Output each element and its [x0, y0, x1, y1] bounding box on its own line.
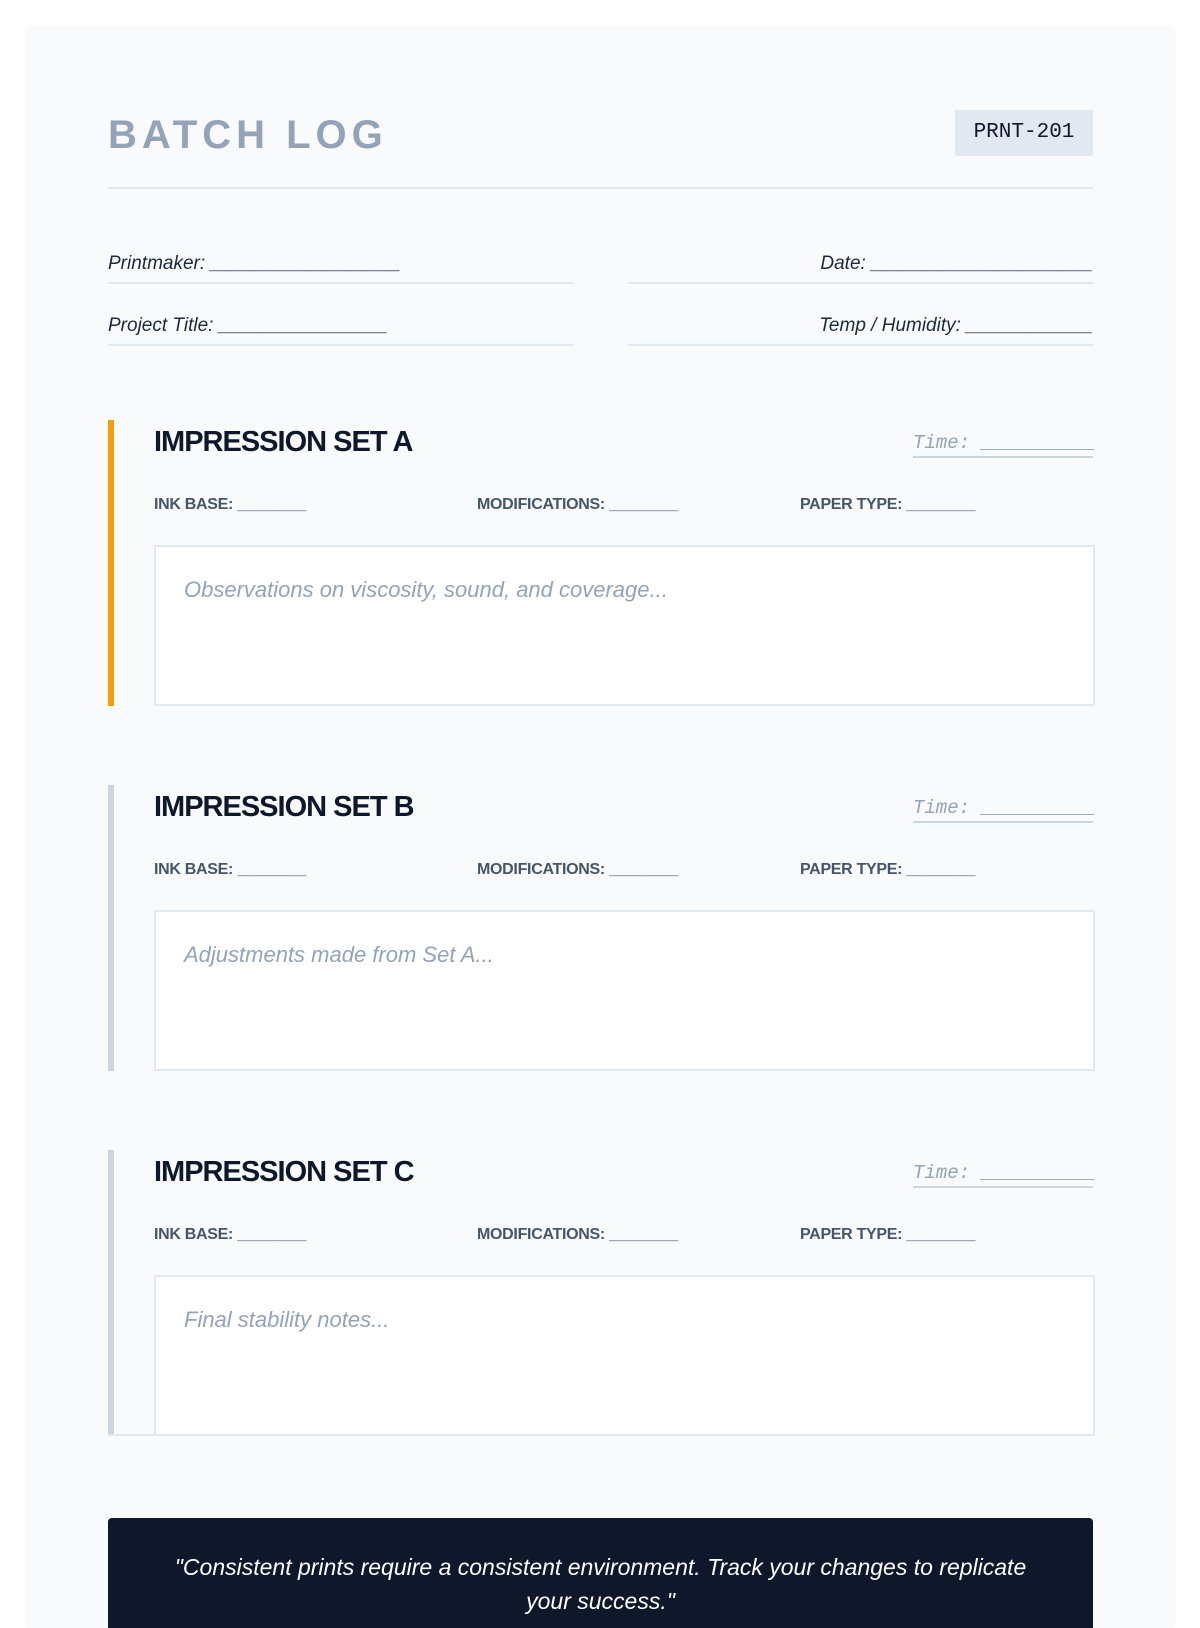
- set-divider: [108, 1434, 1093, 1436]
- paper-type-field[interactable]: PAPER TYPE: ________: [800, 1226, 976, 1243]
- impression-set-b: [108, 785, 1096, 1071]
- time-field[interactable]: Time: __________: [913, 430, 1093, 458]
- date-field[interactable]: Date: _____________________: [628, 246, 1093, 284]
- batch-log-sheet: [28, 28, 1173, 1628]
- header-divider: [108, 187, 1093, 189]
- modifications-field[interactable]: MODIFICATIONS: ________: [477, 861, 678, 878]
- notes-textarea[interactable]: [154, 1275, 1095, 1436]
- set-accent-bar: [108, 785, 114, 1071]
- document-id-badge: PRNT-201: [955, 110, 1093, 156]
- ink-base-field[interactable]: INK BASE: ________: [154, 1226, 307, 1243]
- printmaker-field[interactable]: Printmaker: __________________: [108, 246, 573, 284]
- notes-placeholder: Adjustments made from Set A...: [184, 942, 494, 967]
- notes-placeholder: Observations on viscosity, sound, and coverage...: [184, 577, 668, 602]
- time-field[interactable]: Time: __________: [913, 1160, 1093, 1188]
- header: [108, 110, 1093, 160]
- modifications-field[interactable]: MODIFICATIONS: ________: [477, 496, 678, 513]
- set-title: IMPRESSION SET C: [154, 1156, 414, 1188]
- ink-base-field[interactable]: INK BASE: ________: [154, 496, 307, 513]
- set-title: IMPRESSION SET A: [154, 426, 413, 458]
- impression-set-c: [108, 1150, 1096, 1436]
- set-accent-bar: [108, 420, 114, 706]
- temp-humidity-field[interactable]: Temp / Humidity: ____________: [628, 308, 1093, 346]
- notes-textarea[interactable]: [154, 910, 1095, 1071]
- paper-type-field[interactable]: PAPER TYPE: ________: [800, 496, 976, 513]
- impression-set-a: [108, 420, 1096, 706]
- page-title: BATCH LOG: [108, 113, 388, 157]
- quote-text: "Consistent prints require a consistent environment. Track your changes to replicate your success.": [174, 1554, 1027, 1614]
- quote-banner: [108, 1518, 1093, 1628]
- time-field[interactable]: Time: __________: [913, 795, 1093, 823]
- project-title-field[interactable]: Project Title: ________________: [108, 308, 573, 346]
- paper-type-field[interactable]: PAPER TYPE: ________: [800, 861, 976, 878]
- ink-base-field[interactable]: INK BASE: ________: [154, 861, 307, 878]
- notes-textarea[interactable]: [154, 545, 1095, 706]
- set-accent-bar: [108, 1150, 114, 1436]
- notes-placeholder: Final stability notes...: [184, 1307, 390, 1332]
- set-title: IMPRESSION SET B: [154, 791, 414, 823]
- modifications-field[interactable]: MODIFICATIONS: ________: [477, 1226, 678, 1243]
